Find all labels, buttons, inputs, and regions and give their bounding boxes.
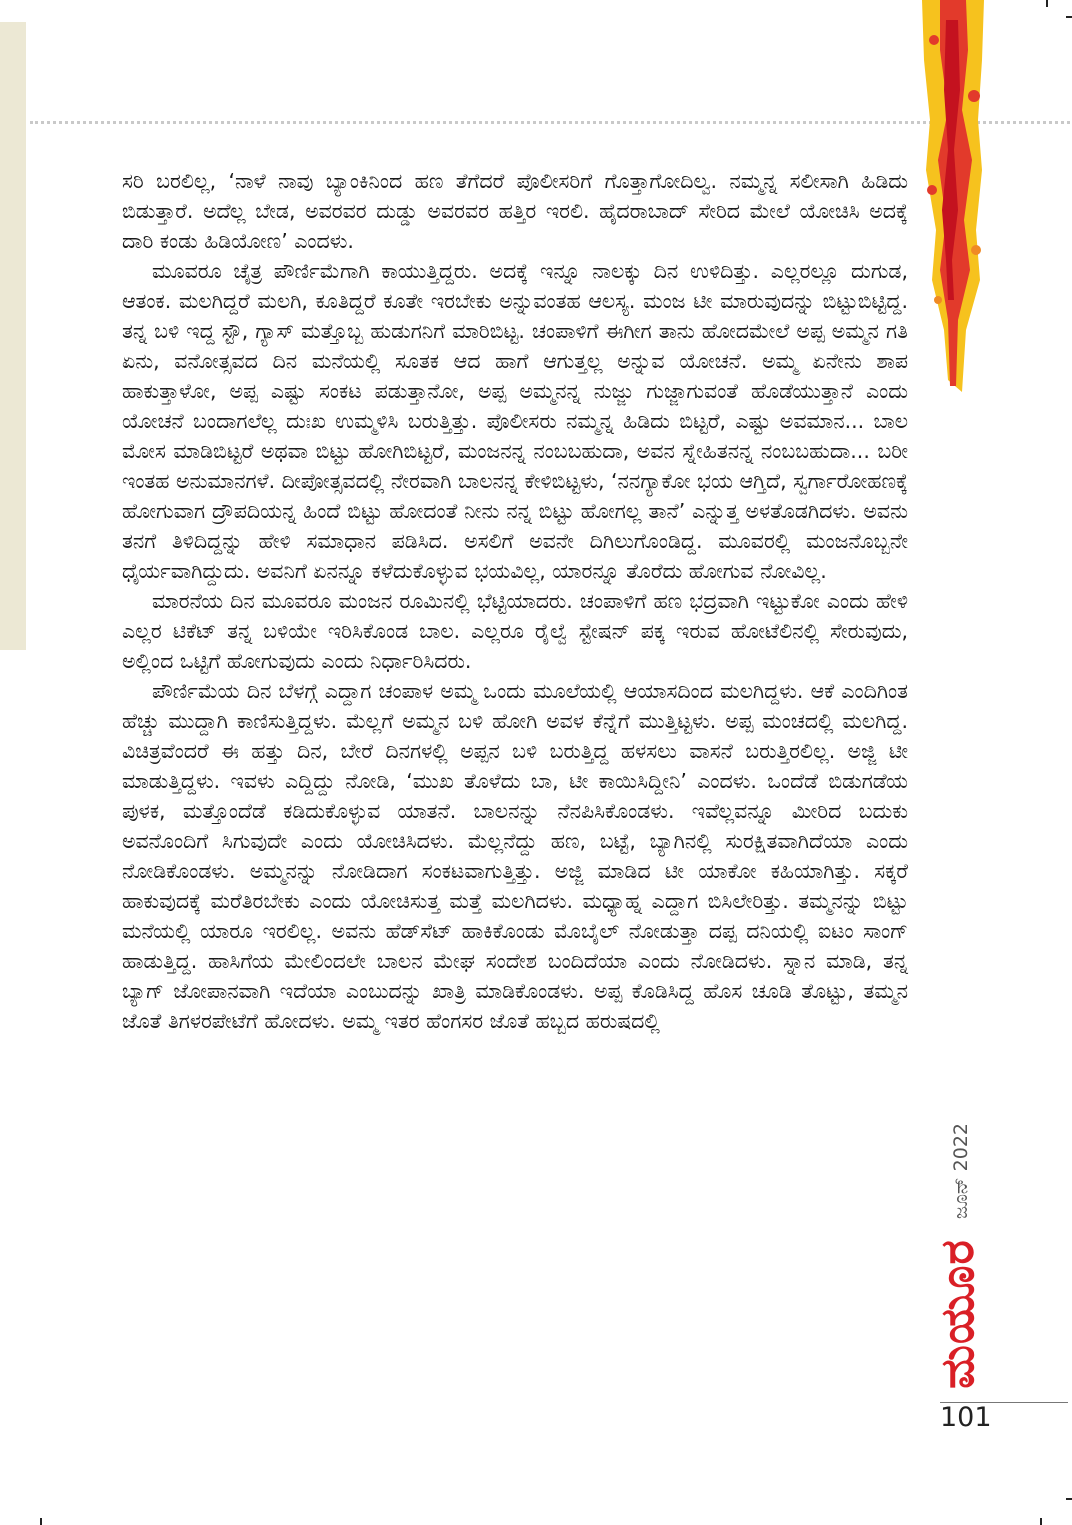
page-edge-strip: [0, 22, 26, 650]
crop-mark-right: [1066, 16, 1072, 18]
paragraph: ಮೂವರೂ ಚೈತ್ರ ಪೌರ್ಣಿಮೆಗಾಗಿ ಕಾಯುತ್ತಿದ್ದರು. ಅದಕ್ಕೆ ಇನ್ನೂ ನಾಲಕ್ಕು ದಿನ ಉಳಿದಿತ್ತು. ಎಲ್ಲರಲ್ಲೂ ದುಗುಡ, ಆತಂಕ. ಮಲಗಿದ್ದರೆ ಮಲಗಿ, ಕೂತಿದ್ದರೆ ಕೂತೇ ಇರಬೇಕು ಅನ್ನುವಂತಹ ಆಲಸ್ಯ. ಮಂಜ ಟೀ ಮಾರುವುದನ್ನು ಬಿಟ್ಟುಬಿಟ್ಟಿದ್ದ. ತನ್ನ ಬಳಿ ಇದ್ದ ಸ್ಟೌ, ಗ್ಯಾಸ್ ಮತ್ತೊಬ್ಬ ಹುಡುಗನಿಗೆ ಮಾರಿಬಿಟ್ಟ. ಚಂಪಾಳಿಗೆ ಈಗೀಗ ತಾನು ಹೋದಮೇಲೆ ಅಪ್ಪ ಅಮ್ಮನ ಗತಿ ಏನು, ವನೋತ್ಸವದ ದಿನ ಮನೆಯಲ್ಲಿ ಸೂತಕ ಆದ ಹಾಗೆ ಆಗುತ್ತಲ್ಲ ಅನ್ನುವ ಯೋಚನೆ. ಅಮ್ಮ ಏನೇನು ಶಾಪ ಹಾಕುತ್ತಾಳೋ, ಅಪ್ಪ ಎಷ್ಟು ಸಂಕಟ ಪಡುತ್ತಾನೋ, ಅಪ್ಪ ಅಮ್ಮನನ್ನ ನುಜ್ಜು ಗುಜ್ಜಾಗುವಂತೆ ಹೊಡೆಯುತ್ತಾನೆ ಎಂದು ಯೋಚನೆ ಬಂದಾಗಲೆಲ್ಲ ದುಃಖ ಉಮ್ಮಳಿಸಿ ಬರುತ್ತಿತ್ತು. ಪೊಲೀಸರು ನಮ್ಮನ್ನ ಹಿಡಿದು ಬಿಟ್ಟರೆ, ಎಷ್ಟು ಅವಮಾನ... ಬಾಲ ಮೋಸ ಮಾಡಿಬಿಟ್ಟರೆ ಅಥವಾ ಬಿಟ್ಟು ಹೋಗಿಬಿಟ್ಟರೆ, ಮಂಜನನ್ನ ನಂಬಬಹುದಾ, ಅವನ ಸ್ನೇಹಿತನನ್ನ ನಂಬಬಹುದಾ... ಬರೀ ಇಂತಹ ಅನುಮಾನಗಳೆ. ದೀಪೋತ್ಸವದಲ್ಲಿ ನೇರವಾಗಿ ಬಾಲನನ್ನ ಕೇಳಿಬಿಟ್ಟಳು, ‘ನನಗ್ಯಾಕೋ ಭಯ ಆಗ್ತಿದೆ, ಸ್ವರ್ಗಾರೋಹಣಕ್ಕೆ ಹೋಗುವಾಗ ದ್ರೌಪದಿಯನ್ನ ಹಿಂದೆ ಬಿಟ್ಟು ಹೋದಂತೆ ನೀನು ನನ್ನ ಬಿಟ್ಟು ಹೋಗಲ್ಲ ತಾನೆ’ ಎನ್ನುತ್ತ ಅಳತೊಡಗಿದಳು. ಅವನು ತನಗೆ ತಿಳಿದಿದ್ದನ್ನು ಹೇಳಿ ಸಮಾಧಾನ ಪಡಿಸಿದ. ಅಸಲಿಗೆ ಅವನೇ ದಿಗಿಲುಗೊಂಡಿದ್ದ. ಮೂವರಲ್ಲಿ ಮಂಜನೊಬ್ಬನೇ ಧೈರ್ಯವಾಗಿದ್ದುದು. ಅವನಿಗೆ ಏನನ್ನೂ ಕಳೆದುಕೊಳ್ಳುವ ಭಯವಿಲ್ಲ, ಯಾರನ್ನೂ ತೊರೆದು ಹೋಗುವ ನೋವಿಲ್ಲ.: [122, 259, 908, 583]
header-dotted-rule: [30, 121, 1070, 124]
paragraph: ಸರಿ ಬರಲಿಲ್ಲ, ‘ನಾಳೆ ನಾವು ಬ್ಯಾಂಕಿನಿಂದ ಹಣ ತೆಗೆದರೆ ಪೊಲೀಸರಿಗೆ ಗೊತ್ತಾಗೋದಿಲ್ವ. ನಮ್ಮನ್ನ ಸಲೀಸಾಗಿ ಹಿಡಿದು ಬಿಡುತ್ತಾರೆ. ಅದೆಲ್ಲ ಬೇಡ, ಅವರವರ ದುಡ್ಡು ಅವರವರ ಹತ್ತಿರ ಇರಲಿ. ಹೈದರಾಬಾದ್ ಸೇರಿದ ಮೇಲೆ ಯೋಚಿಸಿ ಅದಕ್ಕೆ ದಾರಿ ಕಂಡು ಹಿಡಿಯೋಣ’ ಎಂದಳು.: [122, 169, 908, 253]
page-number: 101: [940, 1402, 992, 1433]
magazine-logo-text: ಮಯೂರ: [930, 1239, 984, 1389]
crop-mark-right-lower: [1066, 1498, 1072, 1500]
magazine-logo: [926, 1234, 990, 1394]
article-body: [122, 166, 908, 1036]
crop-mark-bottom-left: [40, 1518, 42, 1525]
decorative-ribbon: [918, 0, 988, 392]
issue-date-label: ಜೂನ್ 2022: [950, 1122, 972, 1220]
crop-mark-top: [1046, 0, 1048, 7]
paragraph: ಪೌರ್ಣಿಮೆಯ ದಿನ ಬೆಳಗ್ಗೆ ಎದ್ದಾಗ ಚಂಪಾಳ ಅಮ್ಮ ಒಂದು ಮೂಲೆಯಲ್ಲಿ ಆಯಾಸದಿಂದ ಮಲಗಿದ್ದಳು. ಆಕೆ ಎಂದಿಗಿಂತ ಹೆಚ್ಚು ಮುದ್ದಾಗಿ ಕಾಣಿಸುತ್ತಿದ್ದಳು. ಮೆಲ್ಲಗೆ ಅಮ್ಮನ ಬಳಿ ಹೋಗಿ ಅವಳ ಕೆನ್ನೆಗೆ ಮುತ್ತಿಟ್ಟಳು. ಅಪ್ಪ ಮಂಚದಲ್ಲಿ ಮಲಗಿದ್ದ. ವಿಚಿತ್ರವೆಂದರೆ ಈ ಹತ್ತು ದಿನ, ಬೇರೆ ದಿನಗಳಲ್ಲಿ ಅಪ್ಪನ ಬಳಿ ಬರುತ್ತಿದ್ದ ಹಳಸಲು ವಾಸನೆ ಬರುತ್ತಿರಲಿಲ್ಲ. ಅಜ್ಜಿ ಟೀ ಮಾಡುತ್ತಿದ್ದಳು. ಇವಳು ಎದ್ದಿದ್ದು ನೋಡಿ, ‘ಮುಖ ತೊಳೆದು ಬಾ, ಟೀ ಕಾಯಿಸಿದ್ದೀನಿ’ ಎಂದಳು. ಒಂದೆಡೆ ಬಿಡುಗಡೆಯ ಪುಳಕ, ಮತ್ತೊಂದೆಡೆ ಕಡಿದುಕೊಳ್ಳುವ ಯಾತನೆ. ಬಾಲನನ್ನು ನೆನಪಿಸಿಕೊಂಡಳು. ಇವೆಲ್ಲವನ್ನೂ ಮೀರಿದ ಬದುಕು ಅವನೊಂದಿಗೆ ಸಿಗುವುದೇ ಎಂದು ಯೋಚಿಸಿದಳು. ಮೆಲ್ಲನೆದ್ದು ಹಣ, ಬಟ್ಟೆ, ಬ್ಯಾಗಿನಲ್ಲಿ ಸುರಕ್ಷಿತವಾಗಿದೆಯಾ ಎಂದು ನೋಡಿಕೊಂಡಳು. ಅಮ್ಮನನ್ನು ನೋಡಿದಾಗ ಸಂಕಟವಾಗುತ್ತಿತ್ತು. ಅಜ್ಜಿ ಮಾಡಿದ ಟೀ ಯಾಕೋ ಕಹಿಯಾಗಿತ್ತು. ಸಕ್ಕರೆ ಹಾಕುವುದಕ್ಕೆ ಮರೆತಿರಬೇಕು ಎಂದು ಯೋಚಿಸುತ್ತ ಮತ್ತೆ ಮಲಗಿದಳು. ಮಧ್ಯಾಹ್ನ ಎದ್ದಾಗ ಬಿಸಿಲೇರಿತ್ತು. ತಮ್ಮನನ್ನು ಬಿಟ್ಟು ಮನೆಯಲ್ಲಿ ಯಾರೂ ಇರಲಿಲ್ಲ. ಅವನು ಹೆಡ್‌ಸೆಟ್ ಹಾಕಿಕೊಂಡು ಮೊಬೈಲ್ ನೋಡುತ್ತಾ ದಪ್ಪ ದನಿಯಲ್ಲಿ ಐಟಂ ಸಾಂಗ್ ಹಾಡುತ್ತಿದ್ದ. ಹಾಸಿಗೆಯ ಮೇಲಿಂದಲೇ ಬಾಲನ ಮೇಘ ಸಂದೇಶ ಬಂದಿದೆಯಾ ಎಂದು ನೋಡಿದಳು. ಸ್ನಾನ ಮಾಡಿ, ತನ್ನ ಬ್ಯಾಗ್ ಜೋಪಾನವಾಗಿ ಇದೆಯಾ ಎಂಬುದನ್ನು ಖಾತ್ರಿ ಮಾಡಿಕೊಂಡಳು. ಅಪ್ಪ ಕೊಡಿಸಿದ್ದ ಹೊಸ ಚೂಡಿ ತೊಟ್ಟು, ತಮ್ಮನ ಜೊತೆ ತಿಗಳರಪೇಟೆಗೆ ಹೋದಳು. ಅಮ್ಮ ಇತರ ಹೆಂಗಸರ ಜೊತೆ ಹಬ್ಬದ ಹರುಷದಲ್ಲಿ: [122, 679, 908, 1033]
crop-mark-bottom-right: [1040, 1518, 1042, 1525]
issue-date: [941, 1116, 981, 1226]
paragraph: ಮಾರನೆಯ ದಿನ ಮೂವರೂ ಮಂಜನ ರೂಮಿನಲ್ಲಿ ಭೆಟ್ಟಿಯಾದರು. ಚಂಪಾಳಿಗೆ ಹಣ ಭದ್ರವಾಗಿ ಇಟ್ಟುಕೋ ಎಂದು ಹೇಳಿ ಎಲ್ಲರ ಟಿಕೆಟ್ ತನ್ನ ಬಳಿಯೇ ಇರಿಸಿಕೊಂಡ ಬಾಲ. ಎಲ್ಲರೂ ರೈಲ್ವೆ ಸ್ಟೇಷನ್ ಪಕ್ಕ ಇರುವ ಹೋಟೆಲಿನಲ್ಲಿ ಸೇರುವುದು, ಅಲ್ಲಿಂದ ಒಟ್ಟಿಗೆ ಹೋಗುವುದು ಎಂದು ನಿರ್ಧಾರಿಸಿದರು.: [122, 589, 908, 673]
